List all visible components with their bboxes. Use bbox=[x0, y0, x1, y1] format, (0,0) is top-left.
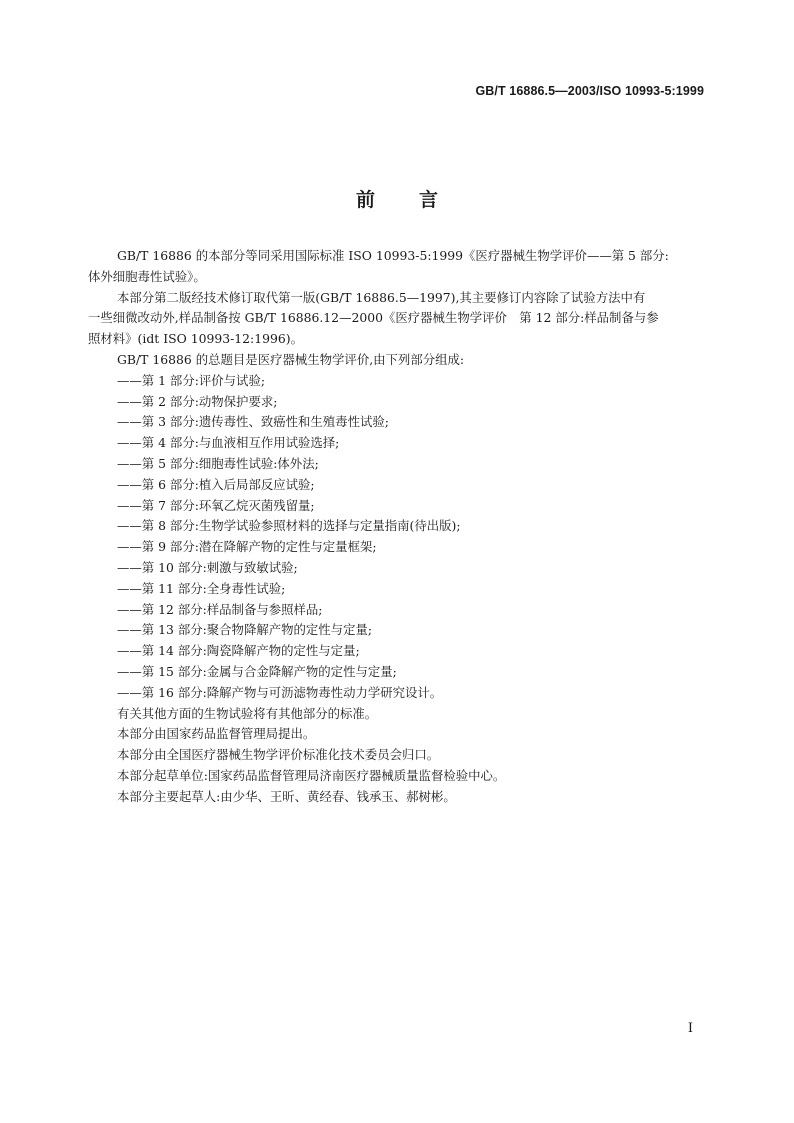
document-body bbox=[88, 246, 705, 808]
list-item: ——第 2 部分:动物保护要求; bbox=[117, 393, 278, 409]
list-item: ——第 11 部分:全身毒性试验; bbox=[117, 580, 286, 596]
paragraph-revision-line3: 照材料》(idt ISO 10993-12:1996)。 bbox=[88, 331, 303, 347]
paragraph-revision-line1: 本部分第二版经技术修订取代第一版(GB/T 16886.5—1997),其主要修订内容除了试验方法中有 bbox=[117, 289, 646, 305]
list-item: ——第 12 部分:样品制备与参照样品; bbox=[117, 601, 323, 617]
paragraph-centralized-by: 本部分由全国医疗器械生物学评价标准化技术委员会归口。 bbox=[117, 747, 440, 763]
list-item: ——第 1 部分:评价与试验; bbox=[117, 372, 266, 388]
paragraph-revision-line2: 一些细微改动外,样品制备按 GB/T 16886.12—2000《医疗器械生物学评价 第 12 部分:样品制备与参 bbox=[88, 310, 659, 326]
list-item: ——第 14 部分:陶瓷降解产物的定性与定量; bbox=[117, 643, 360, 659]
paragraph-adoption-line1: GB/T 16886 的本部分等同采用国际标准 ISO 10993-5:1999《医疗器械生物学评价——第 5 部分: bbox=[117, 248, 669, 263]
paragraph-adoption-line2: 体外细胞毒性试验》。 bbox=[88, 268, 206, 284]
list-item: ——第 5 部分:细胞毒性试验:体外法; bbox=[117, 455, 319, 471]
parts-list bbox=[117, 371, 705, 704]
list-item: ——第 3 部分:遗传毒性、致癌性和生殖毒性试验; bbox=[117, 414, 389, 430]
paragraph-proposed-by: 本部分由国家药品监督管理局提出。 bbox=[117, 726, 316, 742]
list-item: ——第 6 部分:植入后局部反应试验; bbox=[117, 476, 315, 492]
list-item: ——第 8 部分:生物学试验参照材料的选择与定量指南(待出版); bbox=[117, 518, 461, 534]
paragraph-drafting-unit: 本部分起草单位:国家药品监督管理局济南医疗器械质量监督检验中心。 bbox=[117, 767, 506, 783]
list-item: ——第 13 部分:聚合物降解产物的定性与定量; bbox=[117, 622, 373, 638]
page-title: 前言 bbox=[355, 189, 482, 211]
list-item: ——第 4 部分:与血液相互作用试验选择; bbox=[117, 435, 340, 451]
paragraph-other-tests: 有关其他方面的生物试验将有其他部分的标准。 bbox=[117, 705, 378, 721]
list-item: ——第 15 部分:金属与合金降解产物的定性与定量; bbox=[117, 663, 397, 679]
list-item: ——第 7 部分:环氧乙烷灭菌残留量; bbox=[117, 497, 315, 513]
list-item: ——第 9 部分:潜在降解产物的定性与定量框架; bbox=[117, 539, 377, 555]
paragraph-drafters: 本部分主要起草人:由少华、王昕、黄经春、钱承玉、郝树彬。 bbox=[117, 788, 456, 804]
list-item: ——第 16 部分:降解产物与可沥滤物毒性动力学研究设计。 bbox=[117, 684, 443, 700]
list-item: ——第 10 部分:刺激与致敏试验; bbox=[117, 559, 298, 575]
page-number: I bbox=[687, 1021, 693, 1036]
paragraph-overall-title: GB/T 16886 的总题目是医疗器械生物学评价,由下列部分组成: bbox=[117, 351, 465, 367]
standard-code-header: GB/T 16886.5—2003/ISO 10993-5:1999 bbox=[475, 84, 704, 98]
